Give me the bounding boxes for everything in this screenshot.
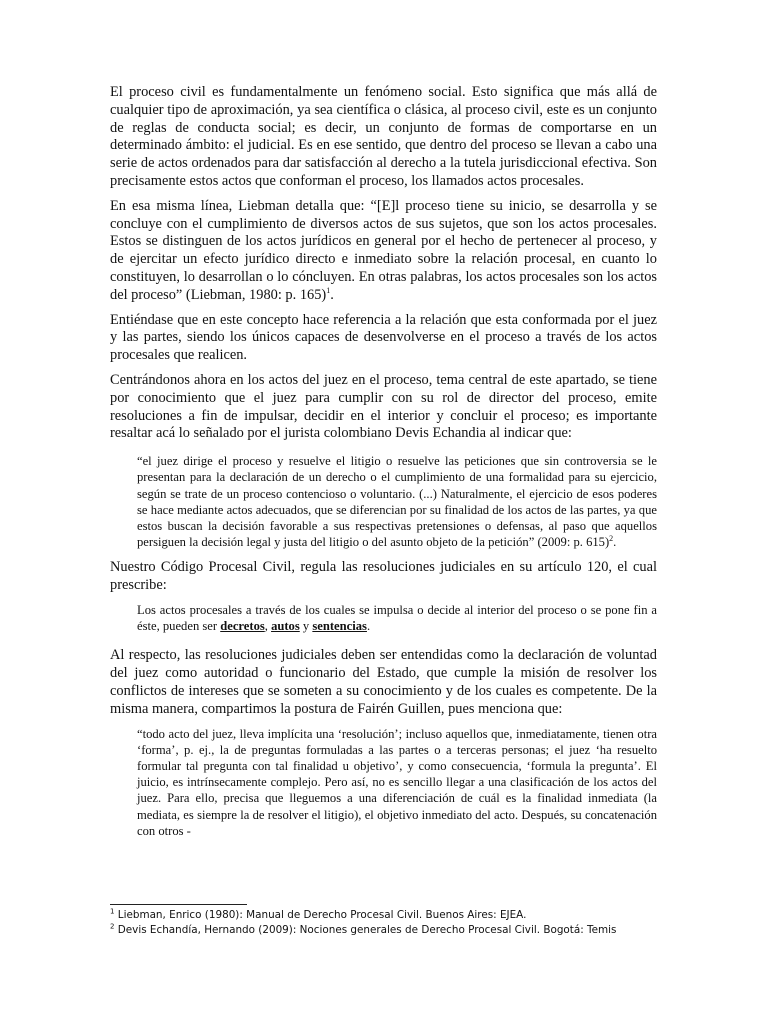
block-quote-1-text: “el juez dirige el proceso y resuelve el litigio o resuelve las peticiones que sin controversia se le presentan para la declaración de un derecho o el cumplimiento de una formalidad para su ejercicio, según se trate de un proceso contencioso o voluntario. (...) Naturalmente, el ejercicio de esos poderes se hace mediante actos adecuados, que se diferencian por su finalidad de los actos de las partes, ya que estos buscan la decisión favorable a sus respectivas pretensiones o defensas, al paso que aquellos persiguen la decisión legal y justa del litigio o del asunto objeto de la petición” (2009: p. 615): [137, 454, 657, 550]
footnote-number: 2: [110, 922, 115, 931]
footnotes: [110, 908, 710, 937]
paragraph-3-text: Entiéndase que en este concepto hace referencia a la relación que esta conformada por el juez y las partes, siendo los únicos capaces de desenvolverse en el proceso a través de los actos procesales que realicen.: [110, 311, 657, 364]
block-quote-1: [137, 453, 657, 550]
footnote-separator: [110, 904, 247, 905]
paragraph-4-text: Centrándonos ahora en los actos del juez en el proceso, tema central de este apartado, se tiene por conocimiento que el juez para cumplir con su rol de director del proceso, emite resoluciones a fin de impulsar, decidir en el interior y concluir el proceso; es importante resaltar acá lo señalado por el jurista colombiano Devis Echandia al indicar que:: [110, 371, 657, 442]
footnote-ref-1[interactable]: 1: [326, 285, 331, 295]
paragraph-2-end: .: [330, 286, 334, 303]
separator: y: [299, 619, 313, 634]
block-quote-2-text: Los actos procesales a través de los cuales se impulsa o decide al interior del proceso o se pone fin a éste, pueden ser: [137, 602, 657, 634]
term-decretos: decretos: [220, 619, 265, 634]
block-quote-3-text: “todo acto del juez, lleva implícita una ‘resolución’; incluso aquellos que, inmediatamente, tienen otra ‘forma’, p. ej., la de preguntas formuladas a las partes o a terceras personas; el juez ‘ha resuelto formular tal pregunta con tal finalidad u objetivo’, y como consecuencia, ‘formula la pregunta’. El juicio, es intrínsecamente complejo. Pero así, no es sencillo llegar a una clasificación de los actos del juez. Para ello, precisa que lleguemos a una diferenciación de cuál es la finalidad inmediata (la mediata, es siempre la de resolver el litigio), el objetivo inmediato del acto. Después, su concatenación con otros -: [137, 726, 657, 838]
term-autos: autos: [271, 619, 300, 634]
footnote-number: 1: [110, 907, 115, 916]
paragraph-4: [110, 372, 657, 443]
document-page: [110, 84, 657, 848]
paragraph-2-text: En esa misma línea, Liebman detalla que: “[E]l proceso tiene su inicio, se desarrolla y se concluye con el cumplimiento de diversos actos de sus sujetos, que son los actos procesales. Estos se distinguen de los actos jurídicos en general por el hecho de pertenecer al proceso, y de ejercitar un efecto jurídico directo e inmediato sobre la relación procesal, en cuanto lo constituyen, lo desarrollan o lo cóncluyen. En otras palabras, los actos procesales son los actos del proceso” (Liebman, 1980: p. 165): [110, 197, 657, 303]
block-quote-2-end: .: [366, 619, 371, 634]
footnote-2: [110, 923, 710, 938]
block-quote-2: [137, 602, 657, 634]
paragraph-5-text: Nuestro Código Procesal Civil, regula las resoluciones judiciales en su artículo 120, el cual prescribe:: [110, 559, 657, 594]
block-quote-3: [137, 726, 657, 839]
footnote-ref-2[interactable]: 2: [609, 533, 614, 543]
paragraph-6-text: Al respecto, las resoluciones judiciales deben ser entendidas como la declaración de voluntad del juez como autoridad o funcionario del Estado, que cumple la misión de resolver los conflictos de intereses que se someten a su conocimiento y de los cuales es competente. De la misma manera, compartimos la postura de Fairén Guillen, pues menciona que:: [110, 647, 657, 717]
paragraph-6: [110, 647, 657, 718]
separator: ,: [264, 619, 272, 634]
footnote-1: [110, 908, 710, 923]
footnote-text: Devis Echandía, Hernando (2009): Nociones generales de Derecho Procesal Civil. Bogotá: Temis: [117, 923, 617, 936]
term-sentencias: sentencias: [312, 619, 367, 634]
paragraph-2: [110, 198, 657, 305]
block-quote-1-end: .: [613, 535, 617, 550]
footnote-text: Liebman, Enrico (1980): Manual de Derecho Procesal Civil. Buenos Aires: EJEA.: [117, 909, 527, 921]
paragraph-1: [110, 84, 657, 191]
paragraph-5: [110, 559, 657, 595]
paragraph-3: [110, 312, 657, 365]
paragraph-1-text: El proceso civil es fundamentalmente un fenómeno social. Esto significa que más allá de cualquier tipo de aproximación, ya sea científica o clásica, al proceso civil, este es un conjunto de reglas de conducta social; es decir, un conjunto de formas de comportarse en un determinado ámbito: el judicial. Es en ese sentido, que dentro del proceso se llevan a cabo una serie de actos ordenados para dar satisfacción al derecho a la tutela jurisdiccional efectiva. Son precisamente estos actos que conforman el proceso, los llamados actos procesales.: [110, 84, 657, 189]
